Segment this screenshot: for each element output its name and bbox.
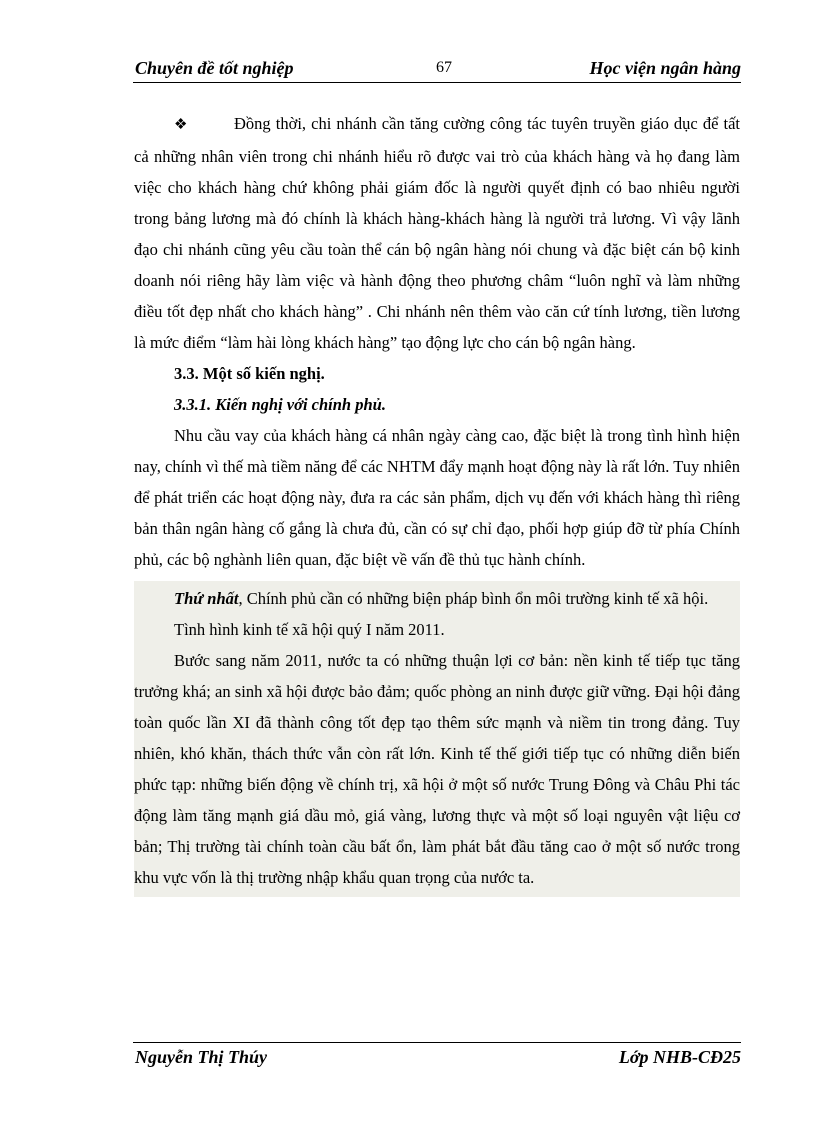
paragraph-text: Đồng thời, chi nhánh cần tăng cường công tác tuyên truyền giáo dục để tất cả những nhân viên trong chi nhánh hiểu rõ được vai trò của khách hàng và họ đang làm việc cho khách hàng chứ không phải giám đốc là người quyết định có bao nhiêu người trong bảng lương mà đó chính là khách hàng-khách hàng là người trả lương. Vì vậy lãnh đạo chi nhánh cũng yêu cầu toàn thể cán bộ ngân hàng nói chung và đặc biệt cán bộ kinh doanh nói riêng hãy làm việc và hành động theo phương châm “luôn nghĩ và làm những điều tốt đẹp nhất cho khách hàng” . Chi nhánh nên thêm vào căn cứ tính lương, tiền lương là mức điểm “làm hài lòng khách hàng” tạo động lực cho cán bộ ngân hàng. [134, 114, 740, 352]
paragraph-first-point [134, 583, 740, 614]
paragraph-economic-situation-title: Tình hình kinh tế xã hội quý I năm 2011. [174, 620, 445, 639]
page-body [134, 108, 740, 897]
footer-author: Nguyễn Thị Thúy [135, 1047, 268, 1067]
diamond-four-icon: ❖ [174, 117, 188, 133]
paragraph-text: , Chính phủ cần có những biện pháp bình ổn môi trường kinh tế xã hội. [238, 589, 709, 608]
paragraph-economic-situation: Bước sang năm 2011, nước ta có những thuận lợi cơ bản: nền kinh tế tiếp tục tăng trưởng khá; an sinh xã hội được bảo đảm; quốc phòng an ninh được giữ vững. Đại hội đảng toàn quốc lần XI đã thành công tốt đẹp tạo thêm sức mạnh và niềm tin trong đảng. Tuy nhiên, khó khăn, thách thức vẫn còn rất lớn. Kinh tế thế giới tiếp tục có những diễn biến phức tạp: những biến động về chính trị, xã hội ở một số nước Trung Đông và Châu Phi tác động làm tăng mạnh giá dầu mỏ, giá vàng, lương thực và một số loại nguyên vật liệu cơ bản; Thị trường tài chính toàn cầu bất ổn, làm phát bắt đầu tăng cao ở một số nước trong khu vực vốn là thị trường nhập khẩu quan trọng của nước ta. [134, 651, 740, 887]
paragraph-lead-term: Thứ nhất [174, 589, 239, 608]
section-heading-3-3: 3.3. Một số kiến nghị. [174, 364, 325, 383]
page-header [133, 56, 741, 83]
shaded-block [134, 581, 740, 897]
paragraph-personal-loan-demand: Nhu cầu vay của khách hàng cá nhân ngày càng cao, đặc biệt là trong tình hình hiện nay, chính vì thế mà tiềm năng để các NHTM đẩy mạnh hoạt động này là rất lớn. Tuy nhiên để phát triển các hoạt động này, đưa ra các sản phẩm, dịch vụ đến với khách hàng thì riêng bản thân ngân hàng cố gắng là chưa đủ, cần có sự chỉ đạo, phối hợp giúp đỡ từ phía Chính phủ, các bộ nghành liên quan, đặc biệt về vấn đề thủ tục hành chính. [134, 426, 740, 569]
header-institution: Học viện ngân hàng [589, 58, 741, 78]
footer-class: Lớp NHB-CĐ25 [618, 1047, 741, 1067]
page-footer [133, 1042, 741, 1073]
subsection-heading-3-3-1: 3.3.1. Kiến nghị với chính phủ. [174, 395, 386, 414]
page-number: 67 [436, 59, 452, 76]
paragraph-bullet-staff-awareness [134, 108, 740, 358]
header-document-title: Chuyên đề tốt nghiệp [135, 58, 294, 78]
